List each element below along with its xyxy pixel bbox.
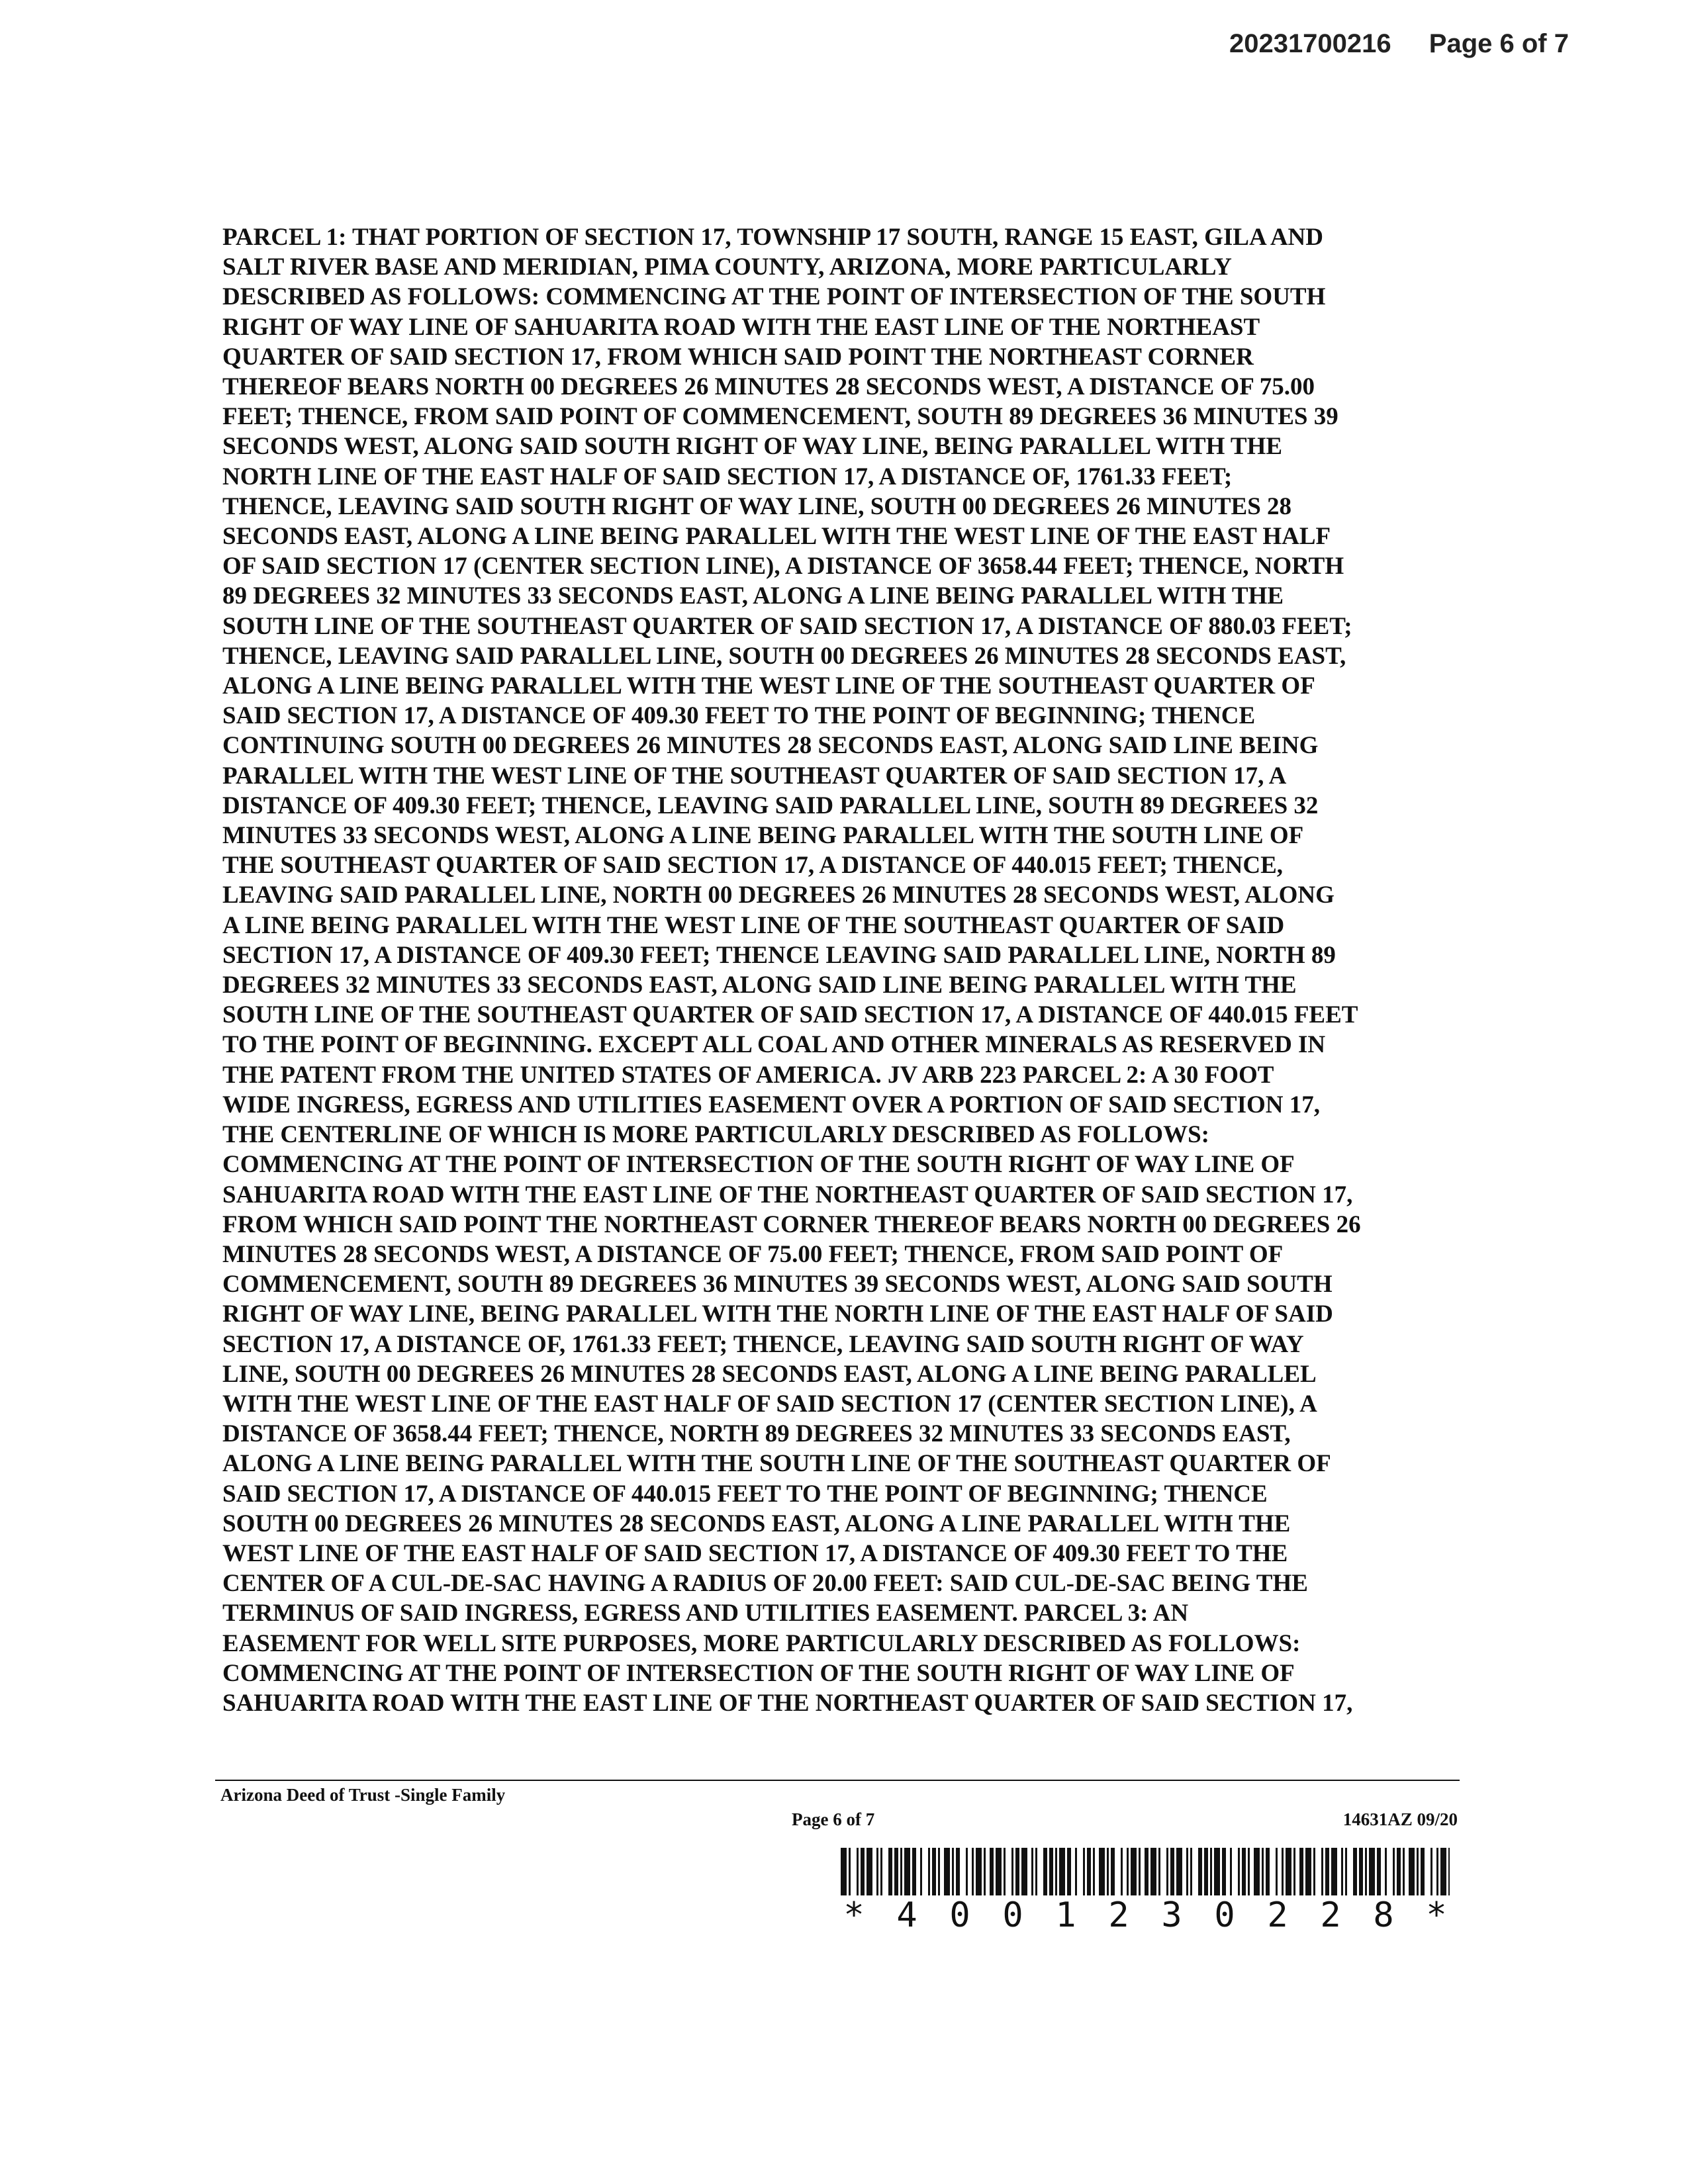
- legal-description-line: EASEMENT FOR WELL SITE PURPOSES, MORE PARTICULARLY DESCRIBED AS FOLLOWS:: [222, 1629, 1301, 1657]
- legal-description-line: SAHUARITA ROAD WITH THE EAST LINE OF THE NORTHEAST QUARTER OF SAID SECTION 17,: [222, 1689, 1353, 1717]
- barcode-bar: [904, 1848, 910, 1895]
- barcode-bar: [1421, 1848, 1425, 1895]
- barcode-bar: [1083, 1848, 1085, 1895]
- legal-description-line: DISTANCE OF 409.30 FEET; THENCE, LEAVING SAID PARALLEL LINE, SOUTH 89 DEGREES 32: [222, 792, 1319, 819]
- barcode-bar: [857, 1848, 859, 1895]
- barcode-bar: [1210, 1848, 1212, 1895]
- barcode-bar: [1049, 1848, 1053, 1895]
- barcode-bar: [1145, 1848, 1149, 1895]
- barcode-bar: [1409, 1848, 1415, 1895]
- barcode-char: *: [843, 1895, 865, 1935]
- legal-description-line: SOUTH 00 DEGREES 26 MINUTES 28 SECONDS EAST, ALONG A LINE PARALLEL WITH THE: [222, 1510, 1291, 1537]
- barcode-char: 0: [1214, 1895, 1235, 1935]
- legal-description-line: ALONG A LINE BEING PARALLEL WITH THE SOUTH LINE OF THE SOUTHEAST QUARTER OF: [222, 1450, 1331, 1478]
- legal-description-line: LINE, SOUTH 00 DEGREES 26 MINUTES 28 SECONDS EAST, ALONG A LINE BEING PARALLEL: [222, 1360, 1317, 1388]
- legal-description-line: CENTER OF A CUL-DE-SAC HAVING A RADIUS OF 20.00 FEET: SAID CUL-DE-SAC BEING THE: [222, 1570, 1308, 1598]
- legal-description-line: THE SOUTHEAST QUARTER OF SAID SECTION 17, A DISTANCE OF 440.015 FEET; THENCE,: [222, 852, 1284, 880]
- barcode-char: 2: [1267, 1895, 1288, 1935]
- legal-description-line: OF SAID SECTION 17 (CENTER SECTION LINE), A DISTANCE OF 3658.44 FEET; THENCE, NORTH: [222, 553, 1344, 580]
- barcode-bar: [1107, 1848, 1109, 1895]
- barcode-bar: [1393, 1848, 1395, 1895]
- barcode-bar: [1087, 1848, 1091, 1895]
- legal-description-line: ALONG A LINE BEING PARALLEL WITH THE WEST LINE OF THE SOUTHEAST QUARTER OF: [222, 672, 1315, 700]
- barcode-bar: [1262, 1848, 1264, 1895]
- legal-description-line: A LINE BEING PARALLEL WITH THE WEST LINE OF THE SOUTHEAST QUARTER OF SAID: [222, 911, 1285, 939]
- barcode-bar: [849, 1848, 851, 1895]
- legal-description-line: DEGREES 32 MINUTES 33 SECONDS EAST, ALONG SAID LINE BEING PARALLEL WITH THE: [222, 972, 1297, 999]
- barcode-bar: [900, 1848, 902, 1895]
- barcode-bar: [1222, 1848, 1226, 1895]
- barcode-bar: [1266, 1848, 1270, 1895]
- barcode-bar: [861, 1848, 865, 1895]
- barcode-bar: [984, 1848, 986, 1895]
- barcode-bar: [1035, 1848, 1037, 1895]
- barcode-bar: [1417, 1848, 1419, 1895]
- legal-description-line: WIDE INGRESS, EGRESS AND UTILITIES EASEMENT OVER A PORTION OF SAID SECTION 17,: [222, 1091, 1320, 1118]
- barcode-char: 1: [1055, 1895, 1076, 1935]
- legal-description-line: TO THE POINT OF BEGINNING. EXCEPT ALL COAL AND OTHER MINERALS AS RESERVED IN: [222, 1031, 1326, 1059]
- barcode-bar: [1099, 1848, 1105, 1895]
- barcode: [841, 1848, 1450, 1895]
- barcode-char: *: [1426, 1895, 1447, 1935]
- legal-description-line: MINUTES 33 SECONDS WEST, ALONG A LINE BEING PARALLEL WITH THE SOUTH LINE OF: [222, 822, 1304, 850]
- barcode-bar: [1238, 1848, 1240, 1895]
- legal-description-line: FROM WHICH SAID POINT THE NORTHEAST CORNER THEREOF BEARS NORTH 00 DEGREES 26: [222, 1210, 1361, 1238]
- barcode-bar: [966, 1848, 968, 1895]
- barcode-char: 0: [949, 1895, 970, 1935]
- barcode-bar: [1448, 1848, 1450, 1895]
- barcode-bar: [990, 1848, 994, 1895]
- barcode-char: 0: [1002, 1895, 1023, 1935]
- legal-description-line: CONTINUING SOUTH 00 DEGREES 26 MINUTES 28 SECONDS EAST, ALONG SAID LINE BEING: [222, 732, 1319, 760]
- barcode-bar: [1397, 1848, 1401, 1895]
- barcode-bar: [1353, 1848, 1357, 1895]
- legal-description-line: THE PATENT FROM THE UNITED STATES OF AMERICA. JV ARB 223 PARCEL 2: A 30 FOOT: [222, 1061, 1274, 1089]
- legal-description-line: RIGHT OF WAY LINE, BEING PARALLEL WITH THE NORTH LINE OF THE EAST HALF OF SAID: [222, 1300, 1333, 1328]
- legal-description-line: SECTION 17, A DISTANCE OF, 1761.33 FEET; THENCE, LEAVING SAID SOUTH RIGHT OF WAY: [222, 1330, 1304, 1358]
- legal-description-line: SAID SECTION 17, A DISTANCE OF 409.30 FEET TO THE POINT OF BEGINNING; THENCE: [222, 702, 1256, 730]
- barcode-bar: [944, 1848, 950, 1895]
- recording-number: 20231700216: [1229, 29, 1391, 58]
- barcode-bar: [1190, 1848, 1192, 1895]
- barcode-bar: [1403, 1848, 1405, 1895]
- legal-description-line: COMMENCEMENT, SOUTH 89 DEGREES 36 MINUTES 39 SECONDS WEST, ALONG SAID SOUTH: [222, 1271, 1333, 1298]
- barcode-bar: [1305, 1848, 1311, 1895]
- barcode-char: 2: [1108, 1895, 1129, 1935]
- barcode-bar: [938, 1848, 940, 1895]
- legal-description-line: SAHUARITA ROAD WITH THE EAST LINE OF THE NORTHEAST QUARTER OF SAID SECTION 17,: [222, 1181, 1353, 1208]
- barcode-bar: [880, 1848, 882, 1895]
- legal-description-line: FEET; THENCE, FROM SAID POINT OF COMMENCEMENT, SOUTH 89 DEGREES 36 MINUTES 39: [222, 403, 1338, 431]
- legal-description-line: COMMENCING AT THE POINT OF INTERSECTION OF THE SOUTH RIGHT OF WAY LINE OF: [222, 1659, 1295, 1687]
- barcode-char: 8: [1373, 1895, 1394, 1935]
- legal-description-line: PARALLEL WITH THE WEST LINE OF THE SOUTHEAST QUARTER OF SAID SECTION 17, A: [222, 762, 1287, 790]
- barcode-bar: [1067, 1848, 1071, 1895]
- legal-description-line: 89 DEGREES 32 MINUTES 33 SECONDS EAST, ALONG A LINE BEING PARALLEL WITH THE: [222, 582, 1284, 610]
- footer-form-name: Arizona Deed of Trust -Single Family: [220, 1785, 506, 1805]
- page-header: [1229, 29, 1569, 59]
- barcode-bar: [1293, 1848, 1295, 1895]
- barcode-bar: [1075, 1848, 1077, 1895]
- legal-description-line: LEAVING SAID PARALLEL LINE, NORTH 00 DEGREES 26 MINUTES 28 SECONDS WEST, ALONG: [222, 882, 1335, 909]
- barcode-bar: [1176, 1848, 1182, 1895]
- barcode-bar: [996, 1848, 1002, 1895]
- barcode-bar: [1276, 1848, 1278, 1895]
- barcode-bar: [1055, 1848, 1057, 1895]
- barcode-bar: [1093, 1848, 1095, 1895]
- barcode-bar: [1377, 1848, 1381, 1895]
- barcode-bar: [1313, 1848, 1315, 1895]
- barcode-bar: [1198, 1848, 1202, 1895]
- barcode-bar: [1430, 1848, 1432, 1895]
- barcode-bar: [1385, 1848, 1387, 1895]
- barcode-char: 4: [896, 1895, 917, 1935]
- barcode-bar: [1111, 1848, 1115, 1895]
- barcode-bar: [1150, 1848, 1156, 1895]
- barcode-bar: [1282, 1848, 1284, 1895]
- barcode-bar: [1248, 1848, 1250, 1895]
- barcode-bar: [1440, 1848, 1446, 1895]
- legal-description-line: THENCE, LEAVING SAID SOUTH RIGHT OF WAY LINE, SOUTH 00 DEGREES 26 MINUTES 28: [222, 492, 1292, 520]
- barcode-bar: [1043, 1848, 1047, 1895]
- barcode-bar: [1242, 1848, 1246, 1895]
- legal-description-line: NORTH LINE OF THE EAST HALF OF SAID SECTION 17, A DISTANCE OF, 1761.33 FEET;: [222, 463, 1233, 490]
- legal-description-line: COMMENCING AT THE POINT OF INTERSECTION OF THE SOUTH RIGHT OF WAY LINE OF: [222, 1151, 1295, 1179]
- barcode-bar: [952, 1848, 954, 1895]
- barcode-bar: [876, 1848, 878, 1895]
- legal-description-line: THENCE, LEAVING SAID PARALLEL LINE, SOUTH 00 DEGREES 26 MINUTES 28 SECONDS EAST,: [222, 642, 1346, 670]
- barcode-human-readable: [841, 1895, 1450, 1935]
- barcode-bar: [1011, 1848, 1013, 1895]
- legal-description-line: PARCEL 1: THAT PORTION OF SECTION 17, TOWNSHIP 17 SOUTH, RANGE 15 EAST, GILA AND: [222, 224, 1323, 251]
- barcode-bar: [841, 1848, 847, 1895]
- legal-description: [222, 222, 1480, 1718]
- legal-description-line: THEREOF BEARS NORTH 00 DEGREES 26 MINUTES 28 SECONDS WEST, A DISTANCE OF 75.00: [222, 373, 1315, 401]
- legal-description-line: RIGHT OF WAY LINE OF SAHUARITA ROAD WITH THE EAST LINE OF THE NORTHEAST: [222, 313, 1260, 341]
- barcode-bar: [1031, 1848, 1033, 1895]
- footer-form-code: 14631AZ 09/20: [1342, 1809, 1458, 1829]
- barcode-bar: [1015, 1848, 1019, 1895]
- barcode-bar: [1127, 1848, 1129, 1895]
- barcode-bar: [932, 1848, 936, 1895]
- barcode-bar: [1131, 1848, 1137, 1895]
- barcode-bar: [1331, 1848, 1337, 1895]
- barcode-bar: [912, 1848, 916, 1895]
- legal-description-line: SECTION 17, A DISTANCE OF 409.30 FEET; THENCE LEAVING SAID PARALLEL LINE, NORTH 89: [222, 941, 1336, 969]
- barcode-bar: [1158, 1848, 1160, 1895]
- legal-description-line: TERMINUS OF SAID INGRESS, EGRESS AND UTILITIES EASEMENT. PARCEL 3: AN: [222, 1600, 1189, 1627]
- barcode-bar: [1345, 1848, 1347, 1895]
- barcode-bar: [1121, 1848, 1123, 1895]
- barcode-bar: [1021, 1848, 1027, 1895]
- legal-description-line: DESCRIBED AS FOLLOWS: COMMENCING AT THE POINT OF INTERSECTION OF THE SOUTH: [222, 283, 1326, 311]
- barcode-bar: [972, 1848, 974, 1895]
- legal-description-line: SOUTH LINE OF THE SOUTHEAST QUARTER OF SAID SECTION 17, A DISTANCE OF 880.03 FEET;: [222, 612, 1352, 640]
- barcode-bar: [1230, 1848, 1232, 1895]
- barcode-bar: [1365, 1848, 1367, 1895]
- legal-description-line: SAID SECTION 17, A DISTANCE OF 440.015 FEET TO THE POINT OF BEGINNING; THENCE: [222, 1480, 1268, 1508]
- legal-description-line: WEST LINE OF THE EAST HALF OF SAID SECTION 17, A DISTANCE OF 409.30 FEET TO THE: [222, 1539, 1288, 1567]
- barcode-bar: [1059, 1848, 1065, 1895]
- legal-description-line: WITH THE WEST LINE OF THE EAST HALF OF SAID SECTION 17 (CENTER SECTION LINE), A: [222, 1390, 1317, 1418]
- barcode-bar: [1341, 1848, 1343, 1895]
- footer-divider: [215, 1780, 1460, 1781]
- barcode-bar: [976, 1848, 982, 1895]
- legal-description-line: SOUTH LINE OF THE SOUTHEAST QUARTER OF SAID SECTION 17, A DISTANCE OF 440.015 FEET: [222, 1001, 1358, 1029]
- header-page-label: Page 6 of 7: [1429, 29, 1569, 58]
- barcode-bar: [1214, 1848, 1220, 1895]
- legal-description-line: THE CENTERLINE OF WHICH IS MORE PARTICULARLY DESCRIBED AS FOLLOWS:: [222, 1121, 1209, 1149]
- barcode-bar: [888, 1848, 892, 1895]
- barcode-bar: [1139, 1848, 1141, 1895]
- barcode-bar: [1204, 1848, 1208, 1895]
- barcode-bar: [1166, 1848, 1168, 1895]
- barcode-bar: [1436, 1848, 1438, 1895]
- barcode-bar: [1004, 1848, 1006, 1895]
- barcode-bar: [1359, 1848, 1363, 1895]
- barcode-bar: [894, 1848, 898, 1895]
- legal-description-line: SECONDS EAST, ALONG A LINE BEING PARALLEL WITH THE WEST LINE OF THE EAST HALF: [222, 523, 1331, 551]
- barcode-bar: [1186, 1848, 1188, 1895]
- legal-description-line: MINUTES 28 SECONDS WEST, A DISTANCE OF 75.00 FEET; THENCE, FROM SAID POINT OF: [222, 1240, 1284, 1268]
- barcode-bar: [920, 1848, 922, 1895]
- legal-description-line: SECONDS WEST, ALONG SAID SOUTH RIGHT OF WAY LINE, BEING PARALLEL WITH THE: [222, 433, 1283, 461]
- barcode-char: 3: [1161, 1895, 1182, 1935]
- barcode-char: 2: [1320, 1895, 1341, 1935]
- barcode-bar: [1299, 1848, 1303, 1895]
- barcode-bar: [1170, 1848, 1174, 1895]
- barcode-bar: [1286, 1848, 1291, 1895]
- barcode-bar: [928, 1848, 930, 1895]
- legal-description-line: QUARTER OF SAID SECTION 17, FROM WHICH SAID POINT THE NORTHEAST CORNER: [222, 343, 1254, 371]
- barcode-bar: [956, 1848, 960, 1895]
- barcode-bar: [867, 1848, 872, 1895]
- barcode-bar: [1254, 1848, 1260, 1895]
- barcode-bar: [1321, 1848, 1323, 1895]
- legal-description-line: SALT RIVER BASE AND MERIDIAN, PIMA COUNTY, ARIZONA, MORE PARTICULARLY: [222, 253, 1232, 281]
- legal-description-line: DISTANCE OF 3658.44 FEET; THENCE, NORTH 89 DEGREES 32 MINUTES 33 SECONDS EAST,: [222, 1420, 1291, 1448]
- barcode-bar: [1325, 1848, 1329, 1895]
- footer-page-number: Page 6 of 7: [792, 1809, 875, 1829]
- barcode-bar: [1369, 1848, 1375, 1895]
